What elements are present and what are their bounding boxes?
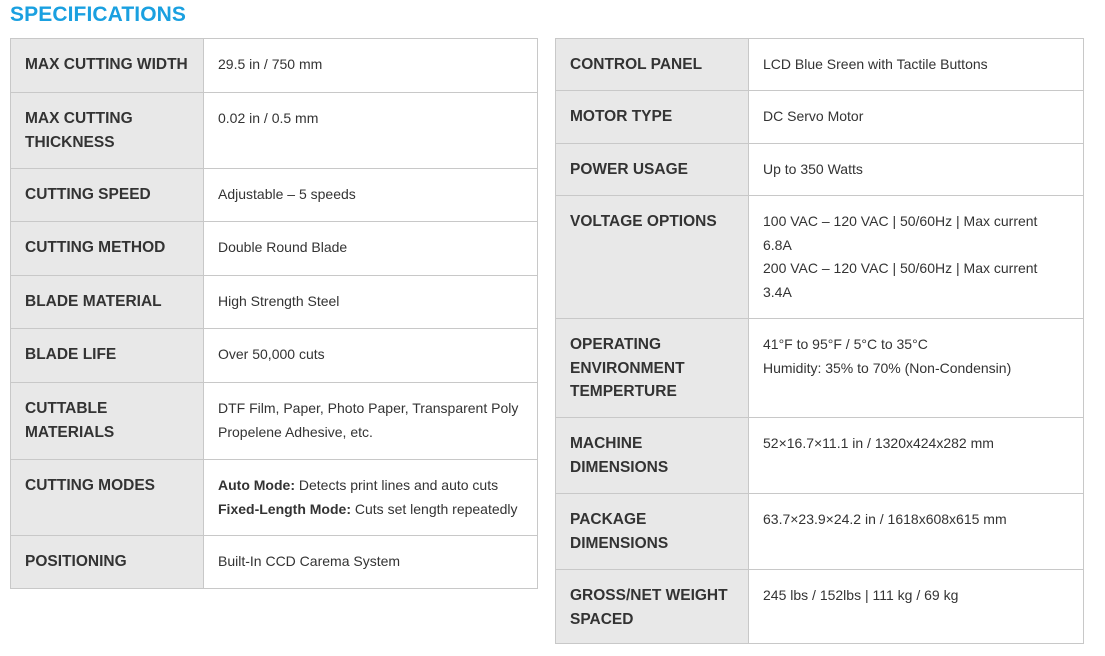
spec-label: CUTTABLE MATERIALS: [11, 383, 204, 460]
spec-value: Double Round Blade: [204, 222, 538, 276]
spec-row-cuttable-materials: [11, 383, 538, 460]
spec-value: [749, 319, 1084, 418]
spec-row-max-cutting-thickness: [11, 93, 538, 169]
spec-value: DC Servo Motor: [749, 91, 1084, 144]
spec-row-cutting-modes: [11, 460, 538, 536]
specs-table-left: [10, 38, 538, 589]
voltage-line: 200 VAC – 120 VAC | 50/60Hz | Max current 3.4A: [763, 260, 1038, 300]
spec-label: CUTTING METHOD: [11, 222, 204, 276]
spec-label: GROSS/NET WEIGHT SPACED: [556, 570, 749, 644]
spec-value: [204, 460, 538, 536]
spec-value: 0.02 in / 0.5 mm: [204, 93, 538, 169]
spec-row-motor-type: [556, 91, 1084, 144]
spec-label: BLADE MATERIAL: [11, 276, 204, 329]
mode-name: Auto Mode:: [218, 477, 295, 493]
environment-line: Humidity: 35% to 70% (Non-Condensin): [763, 359, 1012, 376]
mode-name: Fixed-Length Mode:: [218, 500, 351, 517]
spec-value: LCD Blue Sreen with Tactile Buttons: [749, 39, 1084, 91]
spec-value: 63.7×23.9×24.2 in / 1618x608x615 mm: [749, 494, 1084, 570]
specs-table-right: [555, 38, 1084, 644]
spec-value: Adjustable – 5 speeds: [204, 169, 538, 222]
spec-label: MAX CUTTING THICKNESS: [11, 93, 204, 169]
spec-row-power-usage: [556, 144, 1084, 196]
spec-value: DTF Film, Paper, Photo Paper, Transparent Poly Propelene Adhesive, etc.: [204, 383, 538, 460]
spec-label: CUTTING SPEED: [11, 169, 204, 222]
spec-row-package-dimensions: [556, 494, 1084, 570]
mode-line: [218, 498, 523, 522]
spec-label: OPERATING ENVIRONMENT TEMPERTURE: [556, 319, 749, 418]
spec-label: VOLTAGE OPTIONS: [556, 196, 749, 319]
spec-row-machine-dimensions: [556, 418, 1084, 494]
spec-row-cutting-speed: [11, 169, 538, 222]
spec-value: 29.5 in / 750 mm: [204, 39, 538, 93]
spec-label: POWER USAGE: [556, 144, 749, 196]
voltage-line: 100 VAC – 120 VAC | 50/60Hz | Max current 6.8A: [763, 213, 1038, 253]
spec-label: MAX CUTTING WIDTH: [11, 39, 204, 93]
mode-desc: Detects print lines and auto cuts: [298, 477, 499, 493]
mode-line: [218, 474, 523, 498]
spec-value: Built-In CCD Carema System: [204, 536, 538, 589]
spec-label: CONTROL PANEL: [556, 39, 749, 91]
spec-value: [749, 196, 1084, 319]
spec-row-blade-material: [11, 276, 538, 329]
spec-value: Up to 350 Watts: [749, 144, 1084, 196]
spec-row-cutting-method: [11, 222, 538, 276]
spec-value: 245 lbs / 152lbs | 111 kg / 69 kg: [749, 570, 1084, 644]
spec-row-max-cutting-width: [11, 39, 538, 93]
spec-label: POSITIONING: [11, 536, 204, 589]
spec-row-gross-net-weight: [556, 570, 1084, 644]
spec-value: High Strength Steel: [204, 276, 538, 329]
spec-row-blade-life: [11, 329, 538, 383]
spec-row-operating-environment: [556, 319, 1084, 418]
environment-line: 41°F to 95°F / 5°C to 35°C: [763, 336, 928, 352]
spec-value: 52×16.7×11.1 in / 1320x424x282 mm: [749, 418, 1084, 494]
spec-label: MACHINE DIMENSIONS: [556, 418, 749, 494]
spec-row-control-panel: [556, 39, 1084, 91]
page-title: SPECIFICATIONS: [10, 3, 187, 26]
spec-label: BLADE LIFE: [11, 329, 204, 383]
spec-label: PACKAGE DIMENSIONS: [556, 494, 749, 570]
spec-value: Over 50,000 cuts: [204, 329, 538, 383]
spec-label: CUTTING MODES: [11, 460, 204, 536]
spec-row-positioning: [11, 536, 538, 589]
spec-label: MOTOR TYPE: [556, 91, 749, 144]
mode-desc: Cuts set length repeatedly: [354, 500, 518, 517]
spec-row-voltage-options: [556, 196, 1084, 319]
